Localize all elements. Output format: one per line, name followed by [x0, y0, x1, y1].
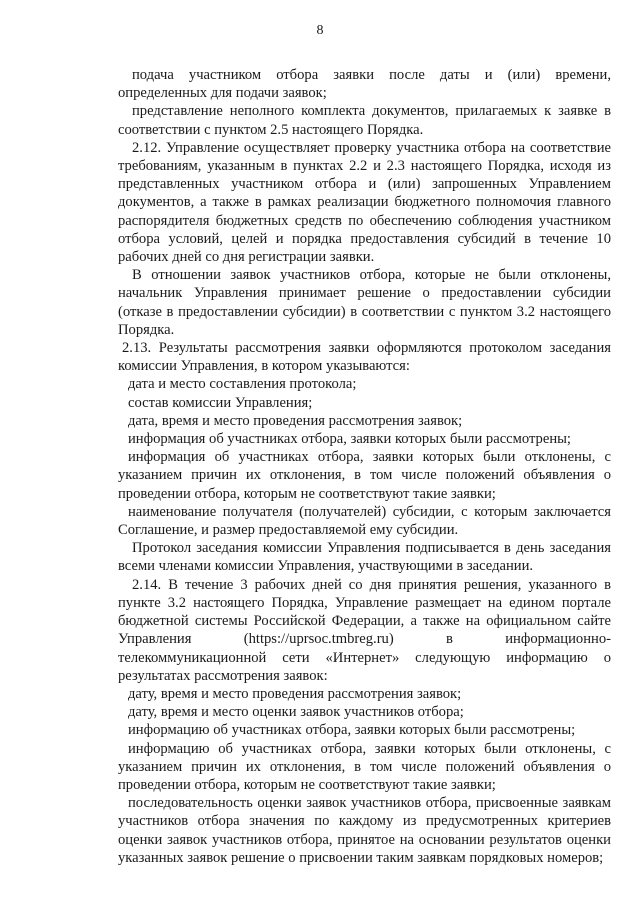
paragraph-2-14: 2.14. В течение 3 рабочих дней со дня принятия решения, указанного в пункте 3.2 настоящего Порядка, Управление размещает на едином портале бюджетной системы Российской Федерации, а также на официальном сайте Управления (https://uprsoc.tmbreg.ru) в информационно-телекоммуникационной сети «Интернет» следующую информацию о результатах рассмотрения заявок: — [118, 576, 611, 684]
list-item: наименование получателя (получателей) субсидии, с которым заключается Соглашение, и размер предоставляемой ему субсидии. — [118, 503, 611, 539]
list-item: состав комиссии Управления; — [128, 394, 313, 411]
paragraph: представление неполного комплекта документов, прилагаемых к заявке в соответствии с пунктом 2.5 настоящего Порядка. — [118, 103, 611, 138]
paragraph-2-13: 2.13. Результаты рассмотрения заявки оформляются протоколом заседания комиссии Управления, в котором указываются: — [118, 340, 611, 375]
paragraph-2-12: 2.12. Управление осуществляет проверку участника отбора на соответствие требованиям, указанным в пунктах 2.2 и 2.3 настоящего Порядка, исходя из представленных участником отбора и (или) запрошенных Управлением документов, а также в рамках реализации бюджетного полномочия главного распорядителя бюджетных средств по обеспечению соблюдения участником отбора условий, целей и порядка предоставления субсидий в течение 10 рабочих дней со дня регистрации заявки. — [118, 139, 611, 266]
list-item: последовательность оценки заявок участников отбора, присвоенные заявкам участников отбора значения по каждому из предусмотренных критериев оценки заявок участников отбора, принятое на основании результатов оценки указанных заявок решение о присвоении таким заявкам порядковых номеров; — [118, 795, 611, 866]
list-item: дату, время и место проведения рассмотрения заявок; — [128, 685, 462, 702]
list-item: информация об участниках отбора, заявки которых были рассмотрены; — [128, 431, 571, 448]
document-body — [118, 66, 611, 867]
paragraph: Протокол заседания комиссии Управления подписывается в день заседания всеми членами комиссии Управления, участвующими в заседании. — [118, 540, 611, 575]
list-item: информацию об участниках отбора, заявки которых были отклонены, с указанием причин их отклонения, в том числе положений объявления о проведении отбора, которым не соответствуют такие заявки; — [118, 740, 611, 793]
list-item: информация об участниках отбора, заявки которых были отклонены, с указанием причин их отклонения, в том числе положений объявления о проведении отбора, которым не соответствуют такие заявки; — [118, 449, 611, 502]
list-item: дата, время и место проведения рассмотрения заявок; — [128, 412, 463, 429]
list-item: дата и место составления протокола; — [128, 376, 357, 393]
paragraph: подача участником отбора заявки после даты и (или) времени, определенных для подачи заявок; — [118, 67, 611, 102]
paragraph: В отношении заявок участников отбора, которые не были отклонены, начальник Управления принимает решение о предоставлении субсидии (отказе в предоставлении субсидии) в соответствии с пунктом 3.2 настоящего Порядка. — [118, 267, 611, 338]
list-item: дату, время и место оценки заявок участников отбора; — [128, 704, 464, 721]
page-number: 8 — [316, 23, 324, 38]
list-item: информацию об участниках отбора, заявки которых были рассмотрены; — [128, 722, 576, 739]
